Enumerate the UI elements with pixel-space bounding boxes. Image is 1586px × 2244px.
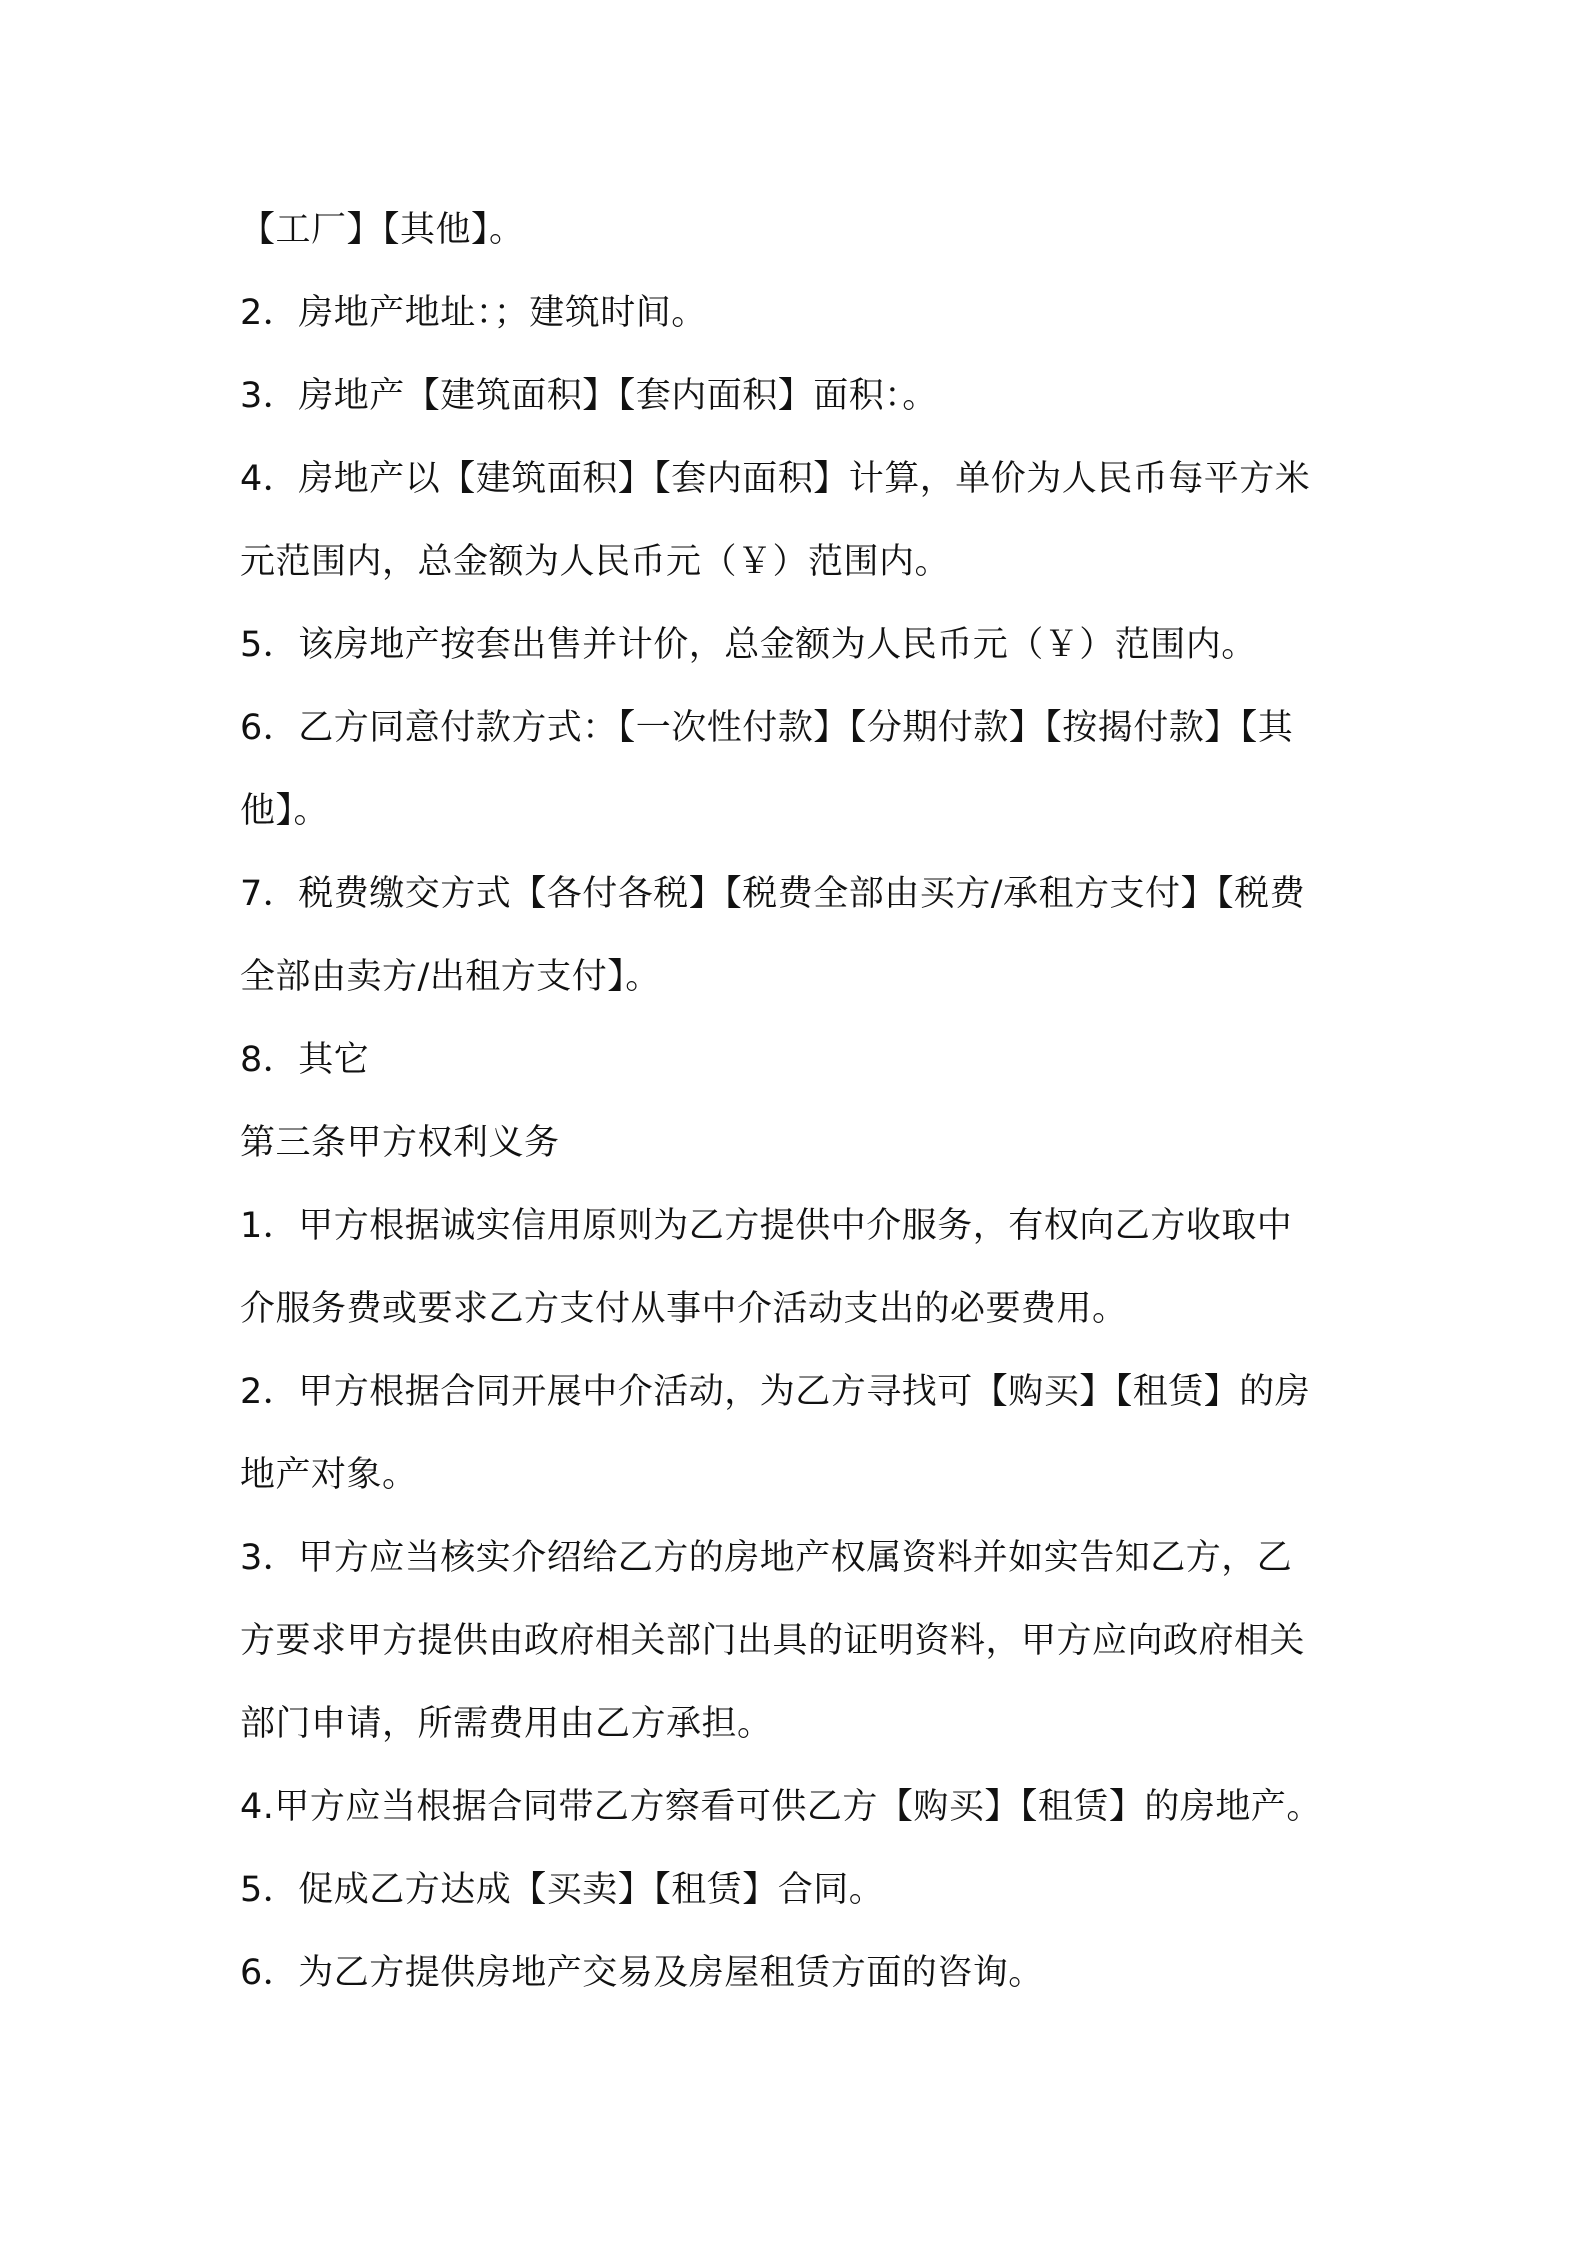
text-line: 全部由卖方/出租方支付】。 <box>240 957 661 997</box>
text-line: 4.甲方应当根据合同带乙方察看可供乙方【购买】【租赁】的房地产。 <box>240 1787 1322 1827</box>
text-line: 5．促成乙方达成【买卖】【租赁】合同。 <box>240 1870 885 1910</box>
text-line: 8．其它 <box>240 1040 370 1080</box>
text-line: 1．甲方根据诚实信用原则为乙方提供中介服务，有权向乙方收取中 <box>240 1206 1293 1246</box>
text-line: 3．甲方应当核实介绍给乙方的房地产权属资料并如实告知乙方，乙 <box>240 1538 1293 1578</box>
text-line: 3．房地产【建筑面积】【套内面积】面积：。 <box>240 376 938 416</box>
text-line: 部门申请，所需费用由乙方承担。 <box>240 1704 773 1744</box>
text-line: 6．乙方同意付款方式：【一次性付款】【分期付款】【按揭付款】【其 <box>240 708 1294 748</box>
text-line: 元范围内，总金额为人民币元（￥）范围内。 <box>240 542 951 582</box>
text-line: 2．房地产地址：；建筑时间。 <box>240 293 707 333</box>
section-heading: 第三条甲方权利义务 <box>240 1123 560 1163</box>
text-line: 介服务费或要求乙方支付从事中介活动支出的必要费用。 <box>240 1289 1128 1329</box>
text-line: 5．该房地产按套出售并计价，总金额为人民币元（￥）范围内。 <box>240 625 1257 665</box>
text-line: 2．甲方根据合同开展中介活动，为乙方寻找可【购买】【租赁】的房 <box>240 1372 1311 1412</box>
text-line: 地产对象。 <box>240 1455 418 1495</box>
text-line: 7．税费缴交方式【各付各税】【税费全部由买方/承租方支付】【税费 <box>240 874 1306 914</box>
text-line: 4．房地产以【建筑面积】【套内面积】计算，单价为人民币每平方米 <box>240 459 1311 499</box>
text-line: 他】。 <box>240 791 330 831</box>
text-line: 方要求甲方提供由政府相关部门出具的证明资料，甲方应向政府相关 <box>240 1621 1306 1661</box>
text-line: 【工厂】【其他】。 <box>240 210 525 250</box>
text-line: 6．为乙方提供房地产交易及房屋租赁方面的咨询。 <box>240 1953 1044 1993</box>
